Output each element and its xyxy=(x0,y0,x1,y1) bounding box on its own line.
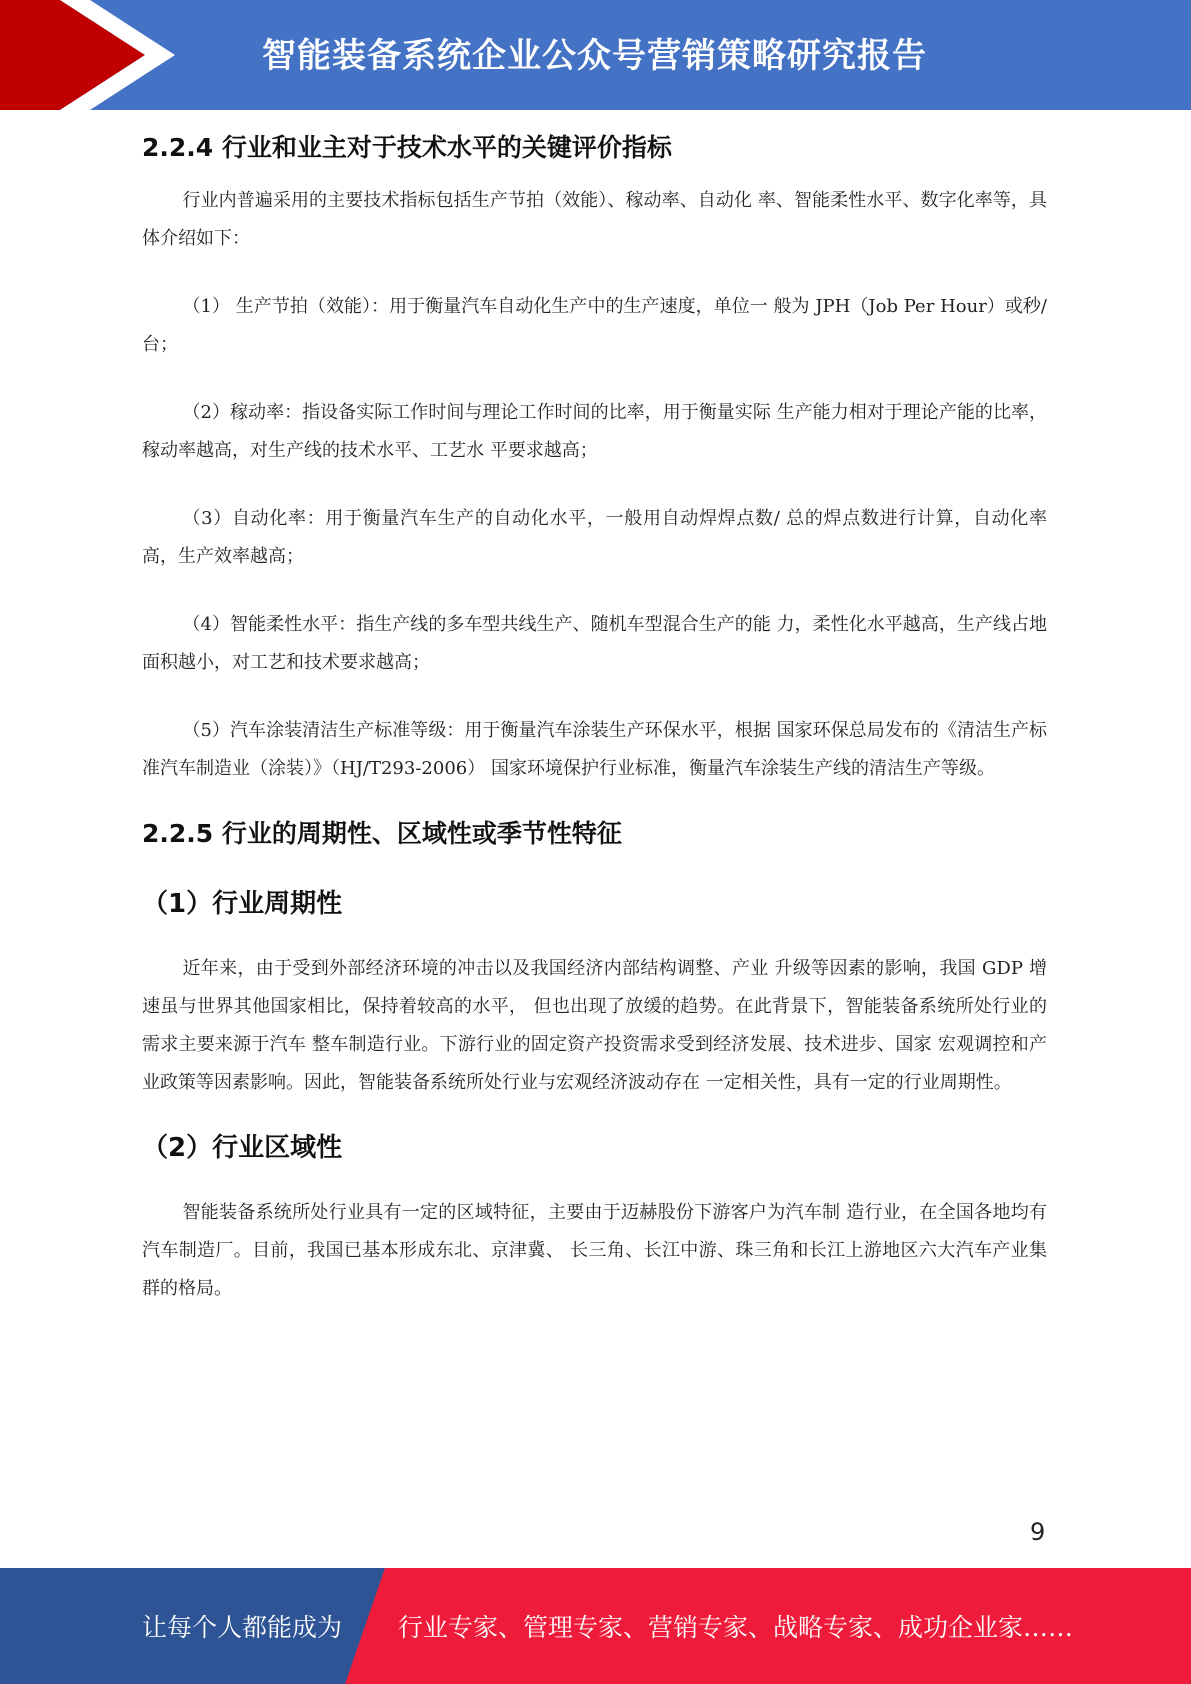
section-heading-2-2-5: 2.2.5 行业的周期性、区域性或季节性特征 xyxy=(142,819,622,848)
paragraph-item-5: （5）汽车涂装清洁生产标准等级：用于衡量汽车涂装生产环保水平，根据 国家环保总局发布的《清洁生产标准汽车制造业（涂装）》（HJ/T293-2006） 国家环境保护行业标准，衡量汽车涂装生产线的清洁生产等级。 xyxy=(142,720,1047,779)
paragraph-item-3: （3）自动化率：用于衡量汽车生产的自动化水平，一般用自动焊焊点数/ 总的焊点数进行计算，自动化率高，生产效率越高； xyxy=(142,508,1047,567)
page-footer xyxy=(0,1568,1191,1684)
paragraph-item-1: （1） 生产节拍（效能）：用于衡量汽车自动化生产中的生产速度，单位一 般为 JPH（Job Per Hour）或秒/台； xyxy=(142,296,1047,355)
report-title: 智能装备系统企业公众号营销策略研究报告 xyxy=(262,36,927,76)
paragraph-item-4: （4）智能柔性水平：指生产线的多车型共线生产、随机车型混合生产的能 力，柔性化水平越高，生产线占地面积越小，对工艺和技术要求越高； xyxy=(142,614,1047,673)
page-content xyxy=(142,128,1047,1308)
paragraph-cyclicality: 近年来，由于受到外部经济环境的冲击以及我国经济内部结构调整、产业 升级等因素的影响，我国 GDP 增速虽与世界其他国家相比，保持着较高的水平， 但也出现了放缓的趋势。在此背景下，智能装备系统所处行业的需求主要来源于汽车 整车制造行业。下游行业的固定资产投资需求受到经济发展、技术进步、国家 宏观调控和产业政策等因素影响。因此，智能装备系统所处行业与宏观经济波动存在 一定相关性，具有一定的行业周期性。 xyxy=(142,958,1047,1093)
subheading-cyclicality: （1）行业周期性 xyxy=(142,889,343,919)
subheading-regionality: （2）行业区域性 xyxy=(142,1133,343,1163)
page-header xyxy=(0,0,1191,110)
paragraph-item-2: （2）稼动率：指设备实际工作时间与理论工作时间的比率，用于衡量实际 生产能力相对于理论产能的比率，稼动率越高，对生产线的技术水平、工艺水 平要求越高； xyxy=(142,402,1047,461)
footer-slogan-right: 行业专家、管理专家、营销专家、战略专家、成功企业家…… xyxy=(398,1613,1074,1642)
page-number: 9 xyxy=(1030,1518,1046,1546)
paragraph-regionality: 智能装备系统所处行业具有一定的区域特征，主要由于迈赫股份下游客户为汽车制 造行业，在全国各地均有汽车制造厂。目前，我国已基本形成东北、京津冀、 长三角、长江中游、珠三角和长江上游地区六大汽车产业集群的格局。 xyxy=(142,1202,1047,1299)
paragraph-intro: 行业内普遍采用的主要技术指标包括生产节拍（效能）、稼动率、自动化 率、智能柔性水平、数字化率等，具体介绍如下： xyxy=(142,190,1047,249)
section-heading-2-2-4: 2.2.4 行业和业主对于技术水平的关键评价指标 xyxy=(142,133,672,162)
footer-slogan-left: 让每个人都能成为 xyxy=(142,1613,343,1642)
